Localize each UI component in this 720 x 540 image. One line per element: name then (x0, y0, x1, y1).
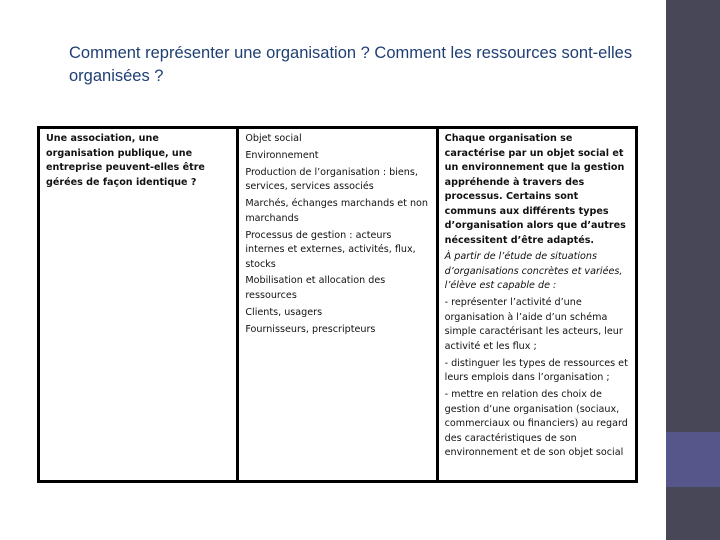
notion-item: Fournisseurs, prescripteurs (245, 323, 376, 335)
question-cell (39, 128, 238, 482)
sidebar-accent-band (666, 432, 720, 487)
objective-point: - distinguer les types de ressources et leurs emplois dans l’organisation ; (444, 357, 628, 384)
notion-item: Marchés, échanges marchands et non marchands (245, 198, 428, 224)
objective-point: - représenter l’activité d’une organisation à l’aide d’un schéma simple caractérisant les acteurs, leur activité et les flux ; (444, 297, 623, 352)
notion-item: Production de l’organisation : biens, services, services associés (245, 166, 418, 193)
notion-item: Objet social (245, 133, 302, 144)
slide-title: Comment représenter une organisation ? Comment les ressources sont-elles organisées ? (69, 44, 633, 85)
notions-cell (238, 128, 437, 482)
objective-point: - mettre en relation des choix de gestion d’une organisation (sociaux, commerciaux ou financiers) au regard des caractéristiques de son environnement et de son objet social (444, 389, 628, 459)
notion-item: Processus de gestion : acteurs internes et externes, activités, flux, stocks (245, 229, 416, 270)
notion-item: Mobilisation et allocation des ressources (245, 275, 386, 301)
question-text: Une association, une organisation publique, une entreprise peuvent-elles être gérées de façon identique ? (46, 133, 205, 188)
notion-item: Environnement (245, 149, 319, 161)
objectives-intro: Chaque organisation se caractérise par un objet social et un environnement que la gestion appréhende à travers des processus. Certains sont communs aux différents types d’organisation alors que d’autres nécessitent d’être adaptés. (444, 133, 626, 246)
objectives-lead: À partir de l’étude de situations d’organisations concrètes et variées, l’élève est capable de : (444, 251, 623, 292)
notion-item: Clients, usagers (245, 306, 323, 318)
content-table (37, 126, 638, 483)
objectives-cell (437, 128, 636, 482)
